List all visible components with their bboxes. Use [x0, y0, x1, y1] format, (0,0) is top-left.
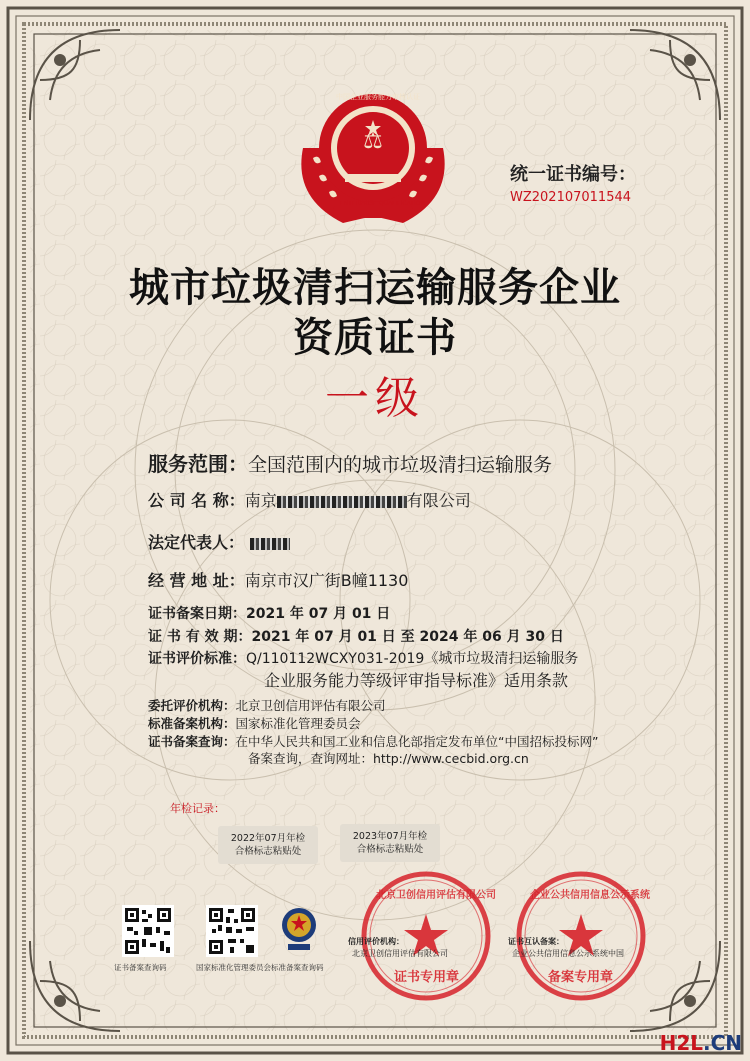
seal2-caption-value: 企业公共信用信息公示系统中国 — [512, 949, 624, 958]
filing-date-label: 证书备案日期： — [148, 606, 246, 622]
validity-value: 2021 年 07 月 01 日 至 2024 年 06 月 30 日 — [251, 629, 564, 645]
annual-box2-line2: 合格标志粘贴处 — [356, 844, 424, 855]
legal-rep-row — [148, 530, 290, 553]
address-value: 南京市汉广街B幢1130 — [244, 571, 409, 590]
qr1-label: 证书备案查询码 — [114, 963, 167, 972]
agency-value: 北京卫创信用评估有限公司 — [235, 698, 386, 713]
std-filing-value: 国家标准化管理委员会 — [235, 716, 361, 731]
agency-row — [148, 695, 386, 714]
scope-row — [148, 448, 552, 477]
validity-row — [148, 626, 564, 646]
h2l-watermark — [660, 1031, 742, 1055]
standard-label: 证书评价标准： — [148, 651, 246, 667]
seal1-caption-value: 北京卫创信用评估有限公司 — [352, 949, 448, 958]
company-row — [148, 488, 471, 511]
company-label: 公 司 名 称： — [148, 491, 245, 510]
standardization-administration-logo — [280, 906, 318, 952]
scope-label: 服务范围： — [148, 452, 248, 476]
query-value-line1: 在中华人民共和国工业和信息化部指定发布单位“中国招标投标网” — [235, 734, 599, 749]
validity-label: 证 书 有 效 期： — [148, 629, 252, 645]
cert-no-label: 统一证书编号： — [510, 164, 636, 185]
filing-date-row — [148, 603, 390, 623]
emblem-text: 中国企业服务能力审核认证 — [336, 93, 420, 101]
seal1-text-top: 北京卫创信用评估有限公司 — [376, 890, 496, 901]
legal-rep-label: 法定代表人： — [148, 533, 245, 552]
certificate-level: 一级 — [325, 373, 425, 424]
seal2-text-bottom: 备案专用章 — [548, 970, 614, 985]
h2l-watermark-cn: .CN — [702, 1031, 742, 1055]
emblem-text-en: ENTERPRISE QUALIFICATION — [340, 200, 425, 207]
seal1-text-bottom: 证书专用章 — [394, 970, 460, 985]
certificate-title-line2: 资质证书 — [293, 315, 457, 361]
svg-text:⚖: ⚖ — [363, 129, 383, 154]
agency-label: 委托评价机构： — [148, 698, 236, 713]
standard-row — [148, 648, 578, 668]
scope-value: 全国范围内的城市垃圾清扫运输服务 — [248, 454, 553, 476]
address-row — [148, 568, 408, 591]
company-name-redacted — [277, 496, 407, 508]
annual-inspection-box-2022 — [218, 826, 318, 864]
annual-inspection-box-2023 — [340, 824, 440, 862]
legal-rep-redacted — [250, 538, 290, 550]
annual-box1-line2: 合格标志粘贴处 — [234, 846, 302, 857]
h2l-watermark-main: H2L — [659, 1031, 703, 1055]
std-filing-label: 标准备案机构： — [148, 716, 236, 731]
annual-box1-line1: 2022年07月年检 — [230, 833, 306, 844]
certificate-title-line1: 城市垃圾清扫运输服务企业 — [129, 265, 621, 311]
query-label: 证书备案查询： — [148, 734, 236, 749]
seal1-caption-label: 信用评价机构： — [348, 937, 404, 946]
annual-inspection-label: 年检记录： — [170, 802, 225, 815]
cert-no-value: WZ202107011544 — [510, 190, 632, 205]
address-label: 经 营 地 址： — [148, 571, 245, 590]
cert-query-qr-code — [122, 905, 174, 957]
filing-date-value: 2021 年 07 月 01 日 — [246, 606, 391, 622]
query-value-line2: 备案查询，查询网址：http://www.cecbid.org.cn — [248, 751, 529, 766]
seal2-text-top: 企业公共信用信息公示系统 — [530, 890, 650, 901]
seal2-caption-label: 证书互认备案： — [508, 937, 564, 946]
annual-box2-line1: 2023年07月年检 — [352, 831, 428, 842]
standard-value-line1: Q/110112WCXY031-2019《城市垃圾清扫运输服务 — [246, 651, 579, 667]
standard-value-line2: 企业服务能力等级评审指导标准》适用条款 — [264, 671, 569, 690]
company-value-start: 南京 — [244, 491, 277, 510]
std-filing-row — [148, 713, 361, 732]
enterprise-qualification-emblem — [283, 88, 463, 238]
query-row — [148, 731, 598, 750]
qr2-label: 国家标准化管理委员会标准备案查询码 — [196, 963, 324, 972]
company-value-end: 有限公司 — [406, 491, 471, 510]
standard-filing-qr-code — [206, 905, 258, 957]
